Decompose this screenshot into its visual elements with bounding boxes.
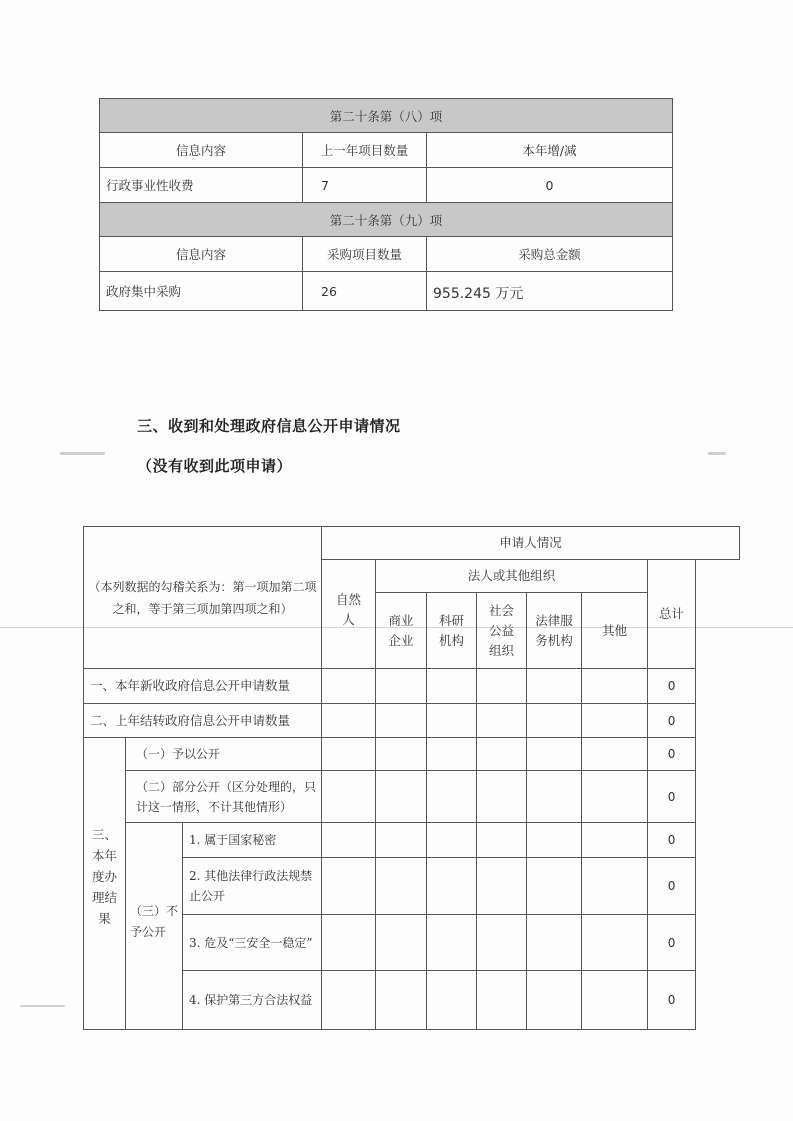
scan-mark-left xyxy=(60,452,105,455)
row-state-secret: 1. 属于国家秘密 xyxy=(183,823,322,858)
disclosed-total: 0 xyxy=(648,738,696,771)
table-row xyxy=(84,915,740,971)
row-prohibited-by-law: 2. 其他法律行政法规禁止公开 xyxy=(183,858,322,915)
header-change: 本年增/减 xyxy=(427,133,673,168)
applications-table xyxy=(83,526,740,1030)
row-carried-over: 二、上年结转政府信息公开申请数量 xyxy=(84,704,322,738)
col-research: 科研机构 xyxy=(427,593,477,669)
row-third-party-rights: 4. 保护第三方合法权益 xyxy=(183,971,322,1030)
partially-disclosed-total: 0 xyxy=(648,771,696,823)
table-row xyxy=(84,738,740,771)
table-row xyxy=(84,971,740,1030)
third-party-rights-total: 0 xyxy=(648,971,696,1030)
new-requests-total: 0 xyxy=(648,669,696,704)
row-security-stability: 3. 危及“三安全一稳定” xyxy=(183,915,322,971)
row-partially-disclosed: （二）部分公开（区分处理的，只计这一情形，不计其他情形） xyxy=(126,771,322,823)
section-9-title: 第二十条第（九）项 xyxy=(100,203,673,237)
result-group-label: 三、本年度办理结果 xyxy=(84,738,126,1030)
header-info-content-2: 信息内容 xyxy=(100,237,303,272)
section-8-title: 第二十条第（八）项 xyxy=(100,99,673,133)
scan-mark-right xyxy=(708,452,726,455)
section-heading: 三、收到和处理政府信息公开申请情况 xyxy=(137,417,401,435)
state-secret-total: 0 xyxy=(648,823,696,858)
table-row xyxy=(84,771,740,823)
scan-mark-bottom-left xyxy=(20,1005,65,1007)
procurement-amount: 955.245 万元 xyxy=(427,272,673,311)
table-row xyxy=(84,858,740,915)
corner-note: （本列数据的勾稽关系为：第一项加第二项之和，等于第三项加第四项之和） xyxy=(84,527,322,669)
header-procurement-amount: 采购总金额 xyxy=(427,237,673,272)
section-note: （没有收到此项申请） xyxy=(137,457,293,475)
header-procurement-count: 采购项目数量 xyxy=(303,237,427,272)
natural-person-header: 自然人 xyxy=(322,560,376,669)
carried-over-total: 0 xyxy=(648,704,696,738)
header-prev-year-count: 上一年项目数量 xyxy=(303,133,427,168)
row-central-procurement: 政府集中采购 xyxy=(100,272,303,311)
legal-org-header: 法人或其他组织 xyxy=(376,560,648,593)
security-stability-total: 0 xyxy=(648,915,696,971)
procurement-count: 26 xyxy=(303,272,427,311)
admin-fees-prev-count: 7 xyxy=(303,168,427,203)
applicant-header: 申请人情况 xyxy=(322,527,740,560)
col-legal-service: 法律服务机构 xyxy=(527,593,582,669)
col-business: 商业企业 xyxy=(376,593,427,669)
row-disclosed: （一）予以公开 xyxy=(126,738,322,771)
total-header: 总计 xyxy=(648,560,696,669)
admin-fees-change: 0 xyxy=(427,168,673,203)
col-public-welfare: 社会公益组织 xyxy=(477,593,527,669)
header-info-content: 信息内容 xyxy=(100,133,303,168)
table-row xyxy=(84,704,740,738)
row-admin-fees: 行政事业性收费 xyxy=(100,168,303,203)
table-row xyxy=(84,669,740,704)
not-disclosed-label: （三）不予公开 xyxy=(126,823,183,1030)
table-row xyxy=(84,823,740,858)
disclosure-items-table xyxy=(99,98,673,311)
col-other: 其他 xyxy=(582,593,648,669)
prohibited-by-law-total: 0 xyxy=(648,858,696,915)
row-new-requests: 一、本年新收政府信息公开申请数量 xyxy=(84,669,322,704)
